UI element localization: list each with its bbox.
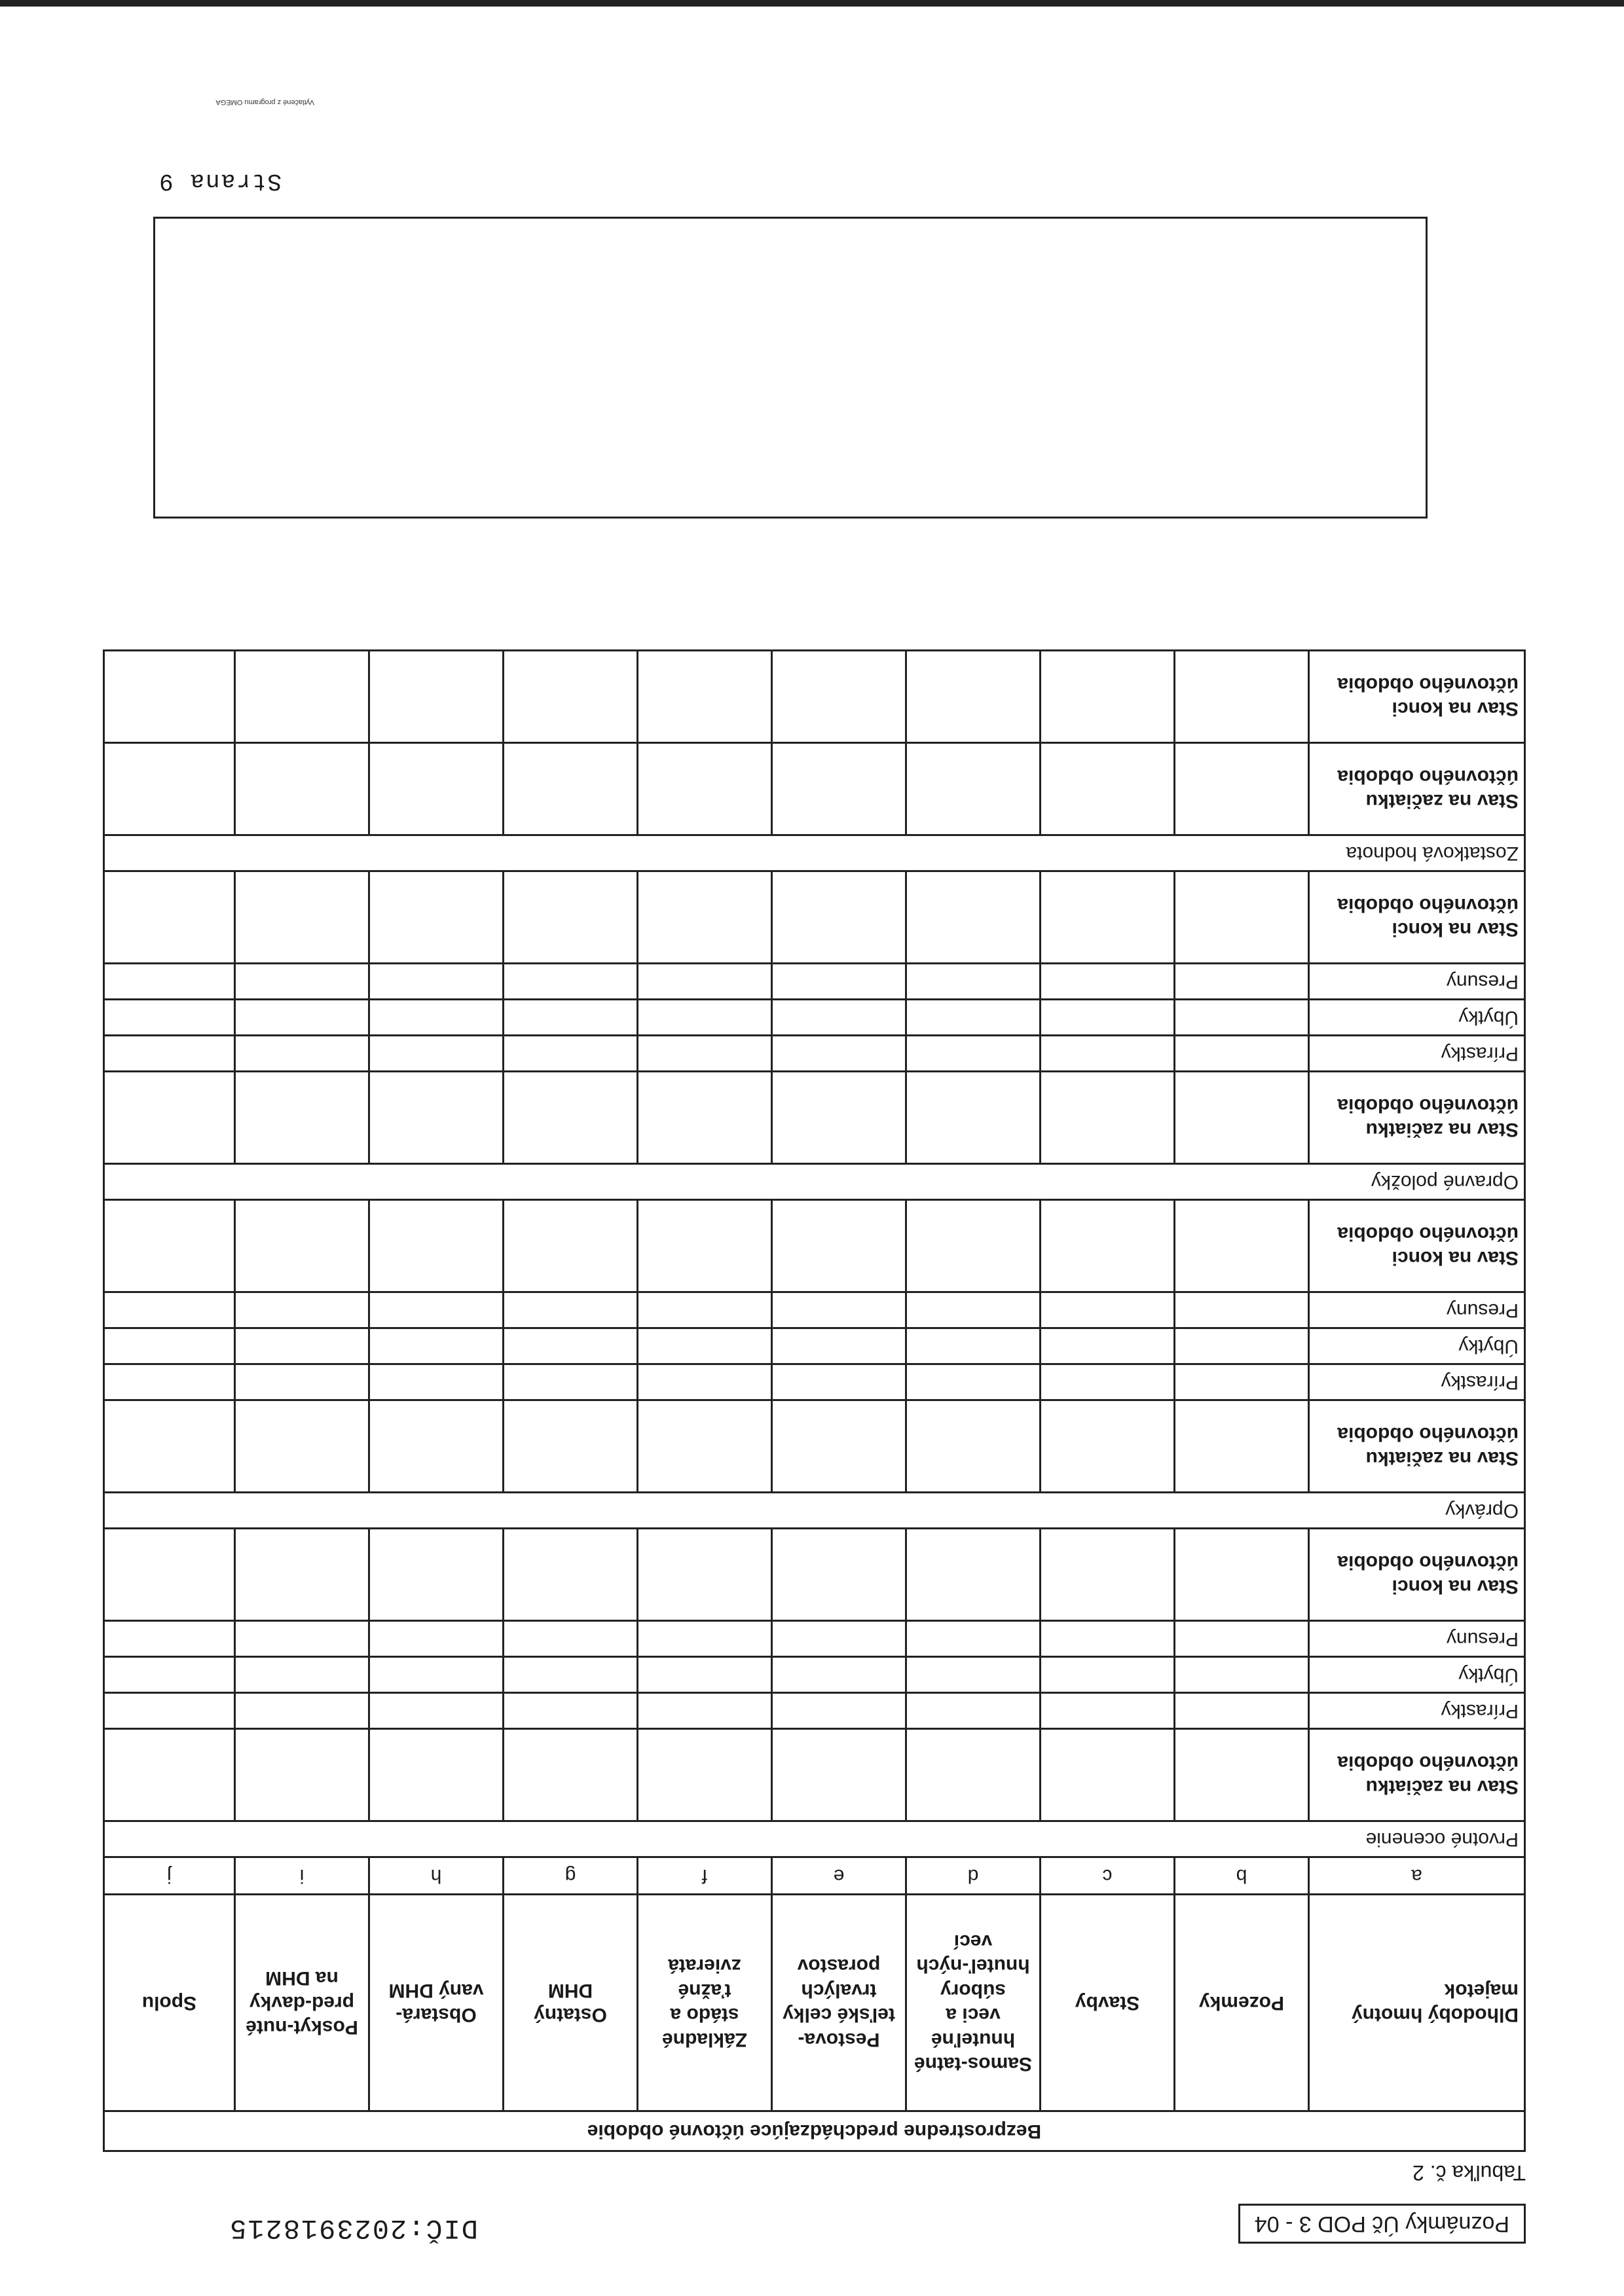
value-cell-j[interactable] [103,964,234,1000]
value-cell-h[interactable] [369,1200,504,1292]
section-title: Zostatková hodnota [103,835,1524,871]
value-cell-j[interactable] [103,1529,234,1621]
value-cell-d[interactable] [906,1621,1041,1657]
row-label: Prírastky [1309,1036,1525,1072]
form-title: Poznámky Úč POD 3 - 04 [1254,2212,1509,2236]
value-cell-c[interactable] [1041,1621,1175,1657]
printer-note: Vytlačené z programu OMEGA [215,98,314,106]
value-cell-j[interactable] [103,1200,234,1292]
value-cell-b[interactable] [1175,1200,1309,1292]
value-cell-j[interactable] [103,1657,234,1693]
value-cell-c[interactable] [1041,1729,1175,1821]
value-cell-g[interactable] [504,964,638,1000]
value-cell-e[interactable] [772,1328,906,1364]
value-cell-b[interactable] [1175,1328,1309,1364]
table-row [103,1729,1524,1821]
column-letter-d: d [906,1857,1041,1895]
value-cell-g[interactable] [504,1693,638,1729]
value-cell-i[interactable] [235,1200,369,1292]
value-cell-h[interactable] [369,1364,504,1400]
value-cell-c[interactable] [1041,651,1175,743]
value-cell-f[interactable] [638,1529,772,1621]
value-cell-j[interactable] [103,1292,234,1328]
value-cell-j[interactable] [103,1693,234,1729]
value-cell-h[interactable] [369,871,504,964]
fixed-assets-table [103,649,1526,2152]
table-row [103,1529,1524,1621]
dic-number: DIČ:2023918215 [229,2212,478,2244]
value-cell-e[interactable] [772,1364,906,1400]
value-cell-j[interactable] [103,1621,234,1657]
value-cell-g[interactable] [504,1200,638,1292]
value-cell-d[interactable] [906,1000,1041,1036]
value-cell-e[interactable] [772,1072,906,1164]
value-cell-f[interactable] [638,1036,772,1072]
value-cell-d[interactable] [906,1200,1041,1292]
value-cell-g[interactable] [504,743,638,835]
row-label: Úbytky [1309,1657,1525,1693]
table-row [103,964,1524,1000]
table-row [103,1036,1524,1072]
value-cell-g[interactable] [504,1292,638,1328]
value-cell-g[interactable] [504,651,638,743]
column-letter-i: i [235,1857,369,1895]
value-cell-c[interactable] [1041,871,1175,964]
value-cell-j[interactable] [103,1364,234,1400]
value-cell-c[interactable] [1041,1529,1175,1621]
value-cell-h[interactable] [369,1072,504,1164]
value-cell-b[interactable] [1175,651,1309,743]
value-cell-h[interactable] [369,1657,504,1693]
row-label: Prírastky [1309,1693,1525,1729]
scan-edge-mark [0,0,1624,7]
value-cell-i[interactable] [235,1729,369,1821]
column-header-d: Samos-tatné hnuteľné veci a súbory hnuteľ-ných vecí [906,1895,1041,2111]
row-label: Stav na začiatku účtovného obdobia [1309,1729,1525,1821]
value-cell-i[interactable] [235,1693,369,1729]
value-cell-h[interactable] [369,1292,504,1328]
value-cell-f[interactable] [638,964,772,1000]
value-cell-h[interactable] [369,651,504,743]
value-cell-d[interactable] [906,1400,1041,1493]
value-cell-c[interactable] [1041,1693,1175,1729]
value-cell-h[interactable] [369,1621,504,1657]
value-cell-b[interactable] [1175,1529,1309,1621]
value-cell-j[interactable] [103,1400,234,1493]
value-cell-b[interactable] [1175,1657,1309,1693]
value-cell-h[interactable] [369,1729,504,1821]
value-cell-j[interactable] [103,1000,234,1036]
value-cell-b[interactable] [1175,1000,1309,1036]
value-cell-h[interactable] [369,1400,504,1493]
value-cell-f[interactable] [638,1657,772,1693]
value-cell-d[interactable] [906,651,1041,743]
column-letter-e: e [772,1857,906,1895]
value-cell-h[interactable] [369,1529,504,1621]
value-cell-f[interactable] [638,1729,772,1821]
value-cell-b[interactable] [1175,1729,1309,1821]
column-letter-c: c [1041,1857,1175,1895]
value-cell-c[interactable] [1041,743,1175,835]
value-cell-b[interactable] [1175,1621,1309,1657]
table-row [103,1621,1524,1657]
value-cell-g[interactable] [504,1364,638,1400]
value-cell-e[interactable] [772,1200,906,1292]
table-row [103,1072,1524,1164]
row-label: Stav na začiatku účtovného obdobia [1309,1400,1525,1493]
value-cell-i[interactable] [235,1621,369,1657]
value-cell-g[interactable] [504,1400,638,1493]
value-cell-e[interactable] [772,1292,906,1328]
row-label: Stav na konci účtovného obdobia [1309,1200,1525,1292]
section-title: Opravné položky [103,1164,1524,1200]
value-cell-c[interactable] [1041,1328,1175,1364]
column-header-f: Základné stádo a ťažné zvieratá [638,1895,772,2111]
value-cell-e[interactable] [772,743,906,835]
value-cell-i[interactable] [235,1657,369,1693]
value-cell-b[interactable] [1175,1693,1309,1729]
row-label: Úbytky [1309,1000,1525,1036]
value-cell-i[interactable] [235,743,369,835]
value-cell-e[interactable] [772,1000,906,1036]
value-cell-i[interactable] [235,1036,369,1072]
value-cell-b[interactable] [1175,1400,1309,1493]
value-cell-c[interactable] [1041,1000,1175,1036]
value-cell-g[interactable] [504,1328,638,1364]
value-cell-d[interactable] [906,1693,1041,1729]
value-cell-f[interactable] [638,871,772,964]
value-cell-h[interactable] [369,964,504,1000]
value-cell-d[interactable] [906,1729,1041,1821]
value-cell-h[interactable] [369,1000,504,1036]
value-cell-g[interactable] [504,1036,638,1072]
column-header-row [103,1895,1524,2111]
value-cell-g[interactable] [504,1729,638,1821]
section-row [103,1493,1524,1529]
table-row [103,1364,1524,1400]
column-header-a: Dlhodobý hmotný majetok [1309,1895,1525,2111]
value-cell-j[interactable] [103,1036,234,1072]
value-cell-g[interactable] [504,1529,638,1621]
value-cell-b[interactable] [1175,1036,1309,1072]
column-letter-f: f [638,1857,772,1895]
table-row [103,871,1524,964]
value-cell-e[interactable] [772,1657,906,1693]
value-cell-c[interactable] [1041,1072,1175,1164]
table-row [103,1400,1524,1493]
column-header-c: Stavby [1041,1895,1175,2111]
value-cell-d[interactable] [906,1036,1041,1072]
row-label: Úbytky [1309,1328,1525,1364]
value-cell-g[interactable] [504,1072,638,1164]
value-cell-d[interactable] [906,1364,1041,1400]
value-cell-f[interactable] [638,743,772,835]
value-cell-i[interactable] [235,871,369,964]
row-label: Prírastky [1309,1364,1525,1400]
value-cell-e[interactable] [772,1529,906,1621]
row-label: Stav na konci účtovného obdobia [1309,1529,1525,1621]
value-cell-e[interactable] [772,1729,906,1821]
value-cell-j[interactable] [103,1072,234,1164]
value-cell-f[interactable] [638,1200,772,1292]
form-title-box [1238,2204,1526,2244]
column-letter-j: j [103,1857,234,1895]
table-label: Tabuľka č. 2 [1412,2161,1526,2185]
value-cell-c[interactable] [1041,1400,1175,1493]
value-cell-c[interactable] [1041,1036,1175,1072]
notes-box [153,217,1428,519]
value-cell-c[interactable] [1041,1292,1175,1328]
value-cell-j[interactable] [103,651,234,743]
value-cell-b[interactable] [1175,1072,1309,1164]
section-title: Prvotné ocenenie [103,1821,1524,1857]
value-cell-f[interactable] [638,1364,772,1400]
section-title: Oprávky [103,1493,1524,1529]
table-row [103,1693,1524,1729]
value-cell-d[interactable] [906,871,1041,964]
value-cell-e[interactable] [772,651,906,743]
section-row [103,835,1524,871]
value-cell-c[interactable] [1041,1657,1175,1693]
value-cell-b[interactable] [1175,1364,1309,1400]
row-label: Stav na začiatku účtovného obdobia [1309,743,1525,835]
value-cell-g[interactable] [504,1621,638,1657]
value-cell-h[interactable] [369,1693,504,1729]
value-cell-e[interactable] [772,1036,906,1072]
value-cell-j[interactable] [103,1729,234,1821]
page-number: Strana 9 [158,168,282,194]
column-header-b: Pozemky [1175,1895,1309,2111]
row-label: Stav na konci účtovného obdobia [1309,651,1525,743]
value-cell-j[interactable] [103,871,234,964]
table-row [103,1000,1524,1036]
value-cell-i[interactable] [235,1529,369,1621]
value-cell-e[interactable] [772,1400,906,1493]
value-cell-h[interactable] [369,1328,504,1364]
value-cell-d[interactable] [906,1072,1041,1164]
value-cell-b[interactable] [1175,964,1309,1000]
value-cell-g[interactable] [504,871,638,964]
value-cell-f[interactable] [638,1693,772,1729]
column-header-h: Obstará-vaný DHM [369,1895,504,2111]
value-cell-e[interactable] [772,871,906,964]
table-row [103,743,1524,835]
row-label: Stav na konci účtovného obdobia [1309,871,1525,964]
value-cell-i[interactable] [235,651,369,743]
column-header-e: Pestova-teľské celky trvalých porastov [772,1895,906,2111]
value-cell-e[interactable] [772,1693,906,1729]
row-label: Presuny [1309,964,1525,1000]
section-row [103,1164,1524,1200]
value-cell-i[interactable] [235,964,369,1000]
value-cell-d[interactable] [906,1657,1041,1693]
value-cell-f[interactable] [638,1072,772,1164]
value-cell-c[interactable] [1041,1364,1175,1400]
table-row [103,1657,1524,1693]
row-label: Presuny [1309,1292,1525,1328]
value-cell-b[interactable] [1175,743,1309,835]
value-cell-g[interactable] [504,1000,638,1036]
table-row [103,651,1524,743]
value-cell-f[interactable] [638,1621,772,1657]
value-cell-i[interactable] [235,1328,369,1364]
value-cell-e[interactable] [772,1621,906,1657]
column-letter-g: g [504,1857,638,1895]
column-letter-a: a [1309,1857,1525,1895]
column-header-g: Ostatný DHM [504,1895,638,2111]
value-cell-b[interactable] [1175,871,1309,964]
column-header-i: Poskyt-nuté pred-davky na DHM [235,1895,369,2111]
value-cell-j[interactable] [103,1328,234,1364]
value-cell-f[interactable] [638,1000,772,1036]
value-cell-g[interactable] [504,1657,638,1693]
table-row [103,1328,1524,1364]
value-cell-i[interactable] [235,1364,369,1400]
value-cell-f[interactable] [638,651,772,743]
value-cell-i[interactable] [235,1072,369,1164]
value-cell-d[interactable] [906,743,1041,835]
value-cell-e[interactable] [772,964,906,1000]
value-cell-b[interactable] [1175,1292,1309,1328]
value-cell-i[interactable] [235,1400,369,1493]
value-cell-c[interactable] [1041,964,1175,1000]
value-cell-d[interactable] [906,964,1041,1000]
value-cell-j[interactable] [103,743,234,835]
row-label: Presuny [1309,1621,1525,1657]
value-cell-i[interactable] [235,1292,369,1328]
value-cell-d[interactable] [906,1328,1041,1364]
value-cell-d[interactable] [906,1529,1041,1621]
table-title: Bezprostredne predchádzajúce účtovné obdobie [103,2111,1524,2151]
table-row [103,1200,1524,1292]
column-letter-b: b [1175,1857,1309,1895]
value-cell-h[interactable] [369,743,504,835]
row-label: Stav na začiatku účtovného obdobia [1309,1072,1525,1164]
value-cell-f[interactable] [638,1400,772,1493]
value-cell-i[interactable] [235,1000,369,1036]
value-cell-f[interactable] [638,1328,772,1364]
table-row [103,1292,1524,1328]
column-letter-h: h [369,1857,504,1895]
column-letter-row [103,1857,1524,1895]
value-cell-d[interactable] [906,1292,1041,1328]
value-cell-f[interactable] [638,1292,772,1328]
table-body [103,651,1524,1857]
section-row [103,1821,1524,1857]
column-header-j: Spolu [103,1895,234,2111]
value-cell-h[interactable] [369,1036,504,1072]
value-cell-c[interactable] [1041,1200,1175,1292]
